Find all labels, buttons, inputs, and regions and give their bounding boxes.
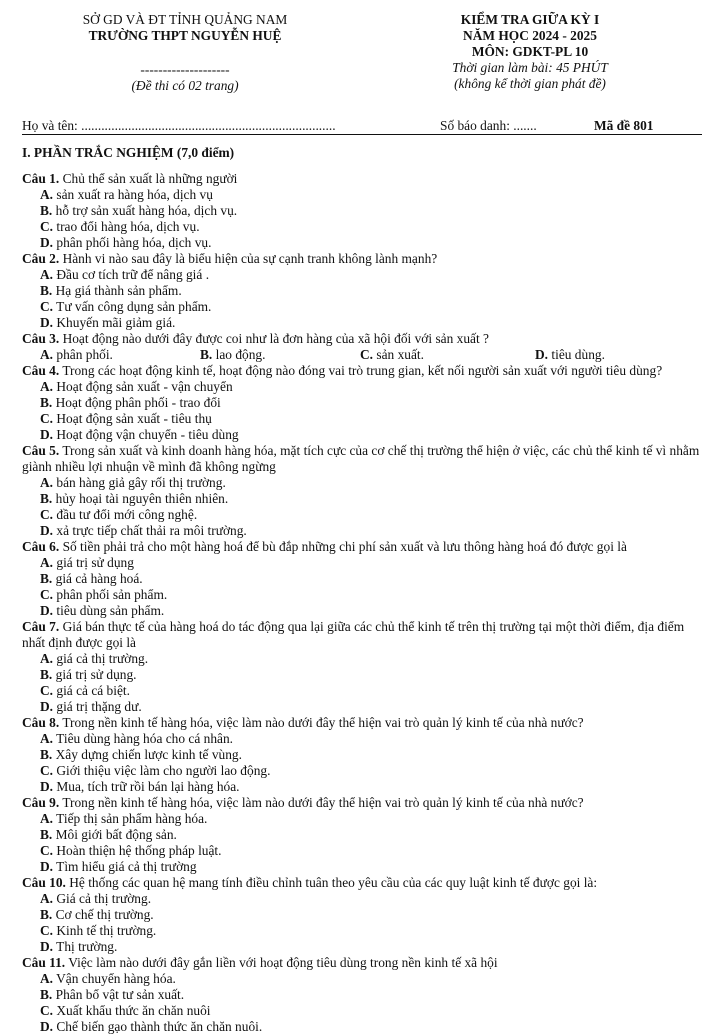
option-c — [22, 507, 707, 523]
option-text: Tiếp thị sản phẩm hàng hóa. — [53, 811, 208, 826]
option-key: C. — [360, 347, 374, 362]
option-key: D. — [40, 699, 54, 714]
option-text: xả trực tiếp chất thải ra môi trường. — [53, 523, 247, 538]
option-group — [22, 267, 707, 331]
header-dashes: -------------------- — [140, 62, 230, 77]
option-key: A. — [40, 475, 54, 490]
option-text: Phân bổ vật tư sản xuất. — [52, 987, 185, 1002]
option-group — [22, 347, 707, 363]
option-key: C. — [40, 507, 54, 522]
option-c — [342, 347, 517, 363]
option-b — [22, 395, 372, 411]
option-text: Tư vấn công dụng sản phẩm. — [53, 299, 212, 314]
option-c — [22, 587, 372, 603]
question-11 — [22, 955, 707, 1035]
option-b — [22, 747, 707, 763]
option-text: Mua, tích trữ rồi bán lại hàng hóa. — [53, 779, 240, 794]
option-c — [22, 411, 372, 427]
option-a — [22, 187, 372, 203]
option-text: Hoạt động phân phối - trao đổi — [52, 395, 221, 410]
option-a — [22, 891, 372, 907]
question-text: Trong các hoạt động kinh tế, hoạt động nào đóng vai trò trung gian, kết nối người sản xuất với người tiêu dùng? — [59, 363, 663, 378]
option-text: đầu tư đổi mới công nghệ. — [53, 507, 198, 522]
option-group — [22, 187, 707, 251]
option-text: Xây dựng chiến lược kinh tế vùng. — [52, 747, 242, 762]
question-1 — [22, 171, 707, 251]
option-key: C. — [40, 219, 54, 234]
question-stem — [22, 715, 707, 731]
option-key: A. — [40, 267, 54, 282]
option-key: B. — [40, 395, 53, 410]
option-d — [22, 939, 372, 955]
option-d — [22, 859, 372, 875]
option-a — [22, 379, 372, 395]
candidate-number-field: Số báo danh: ....... — [440, 118, 537, 133]
option-c — [22, 1003, 707, 1019]
option-text: hủy hoại tài nguyên thiên nhiên. — [52, 491, 229, 506]
option-a — [22, 651, 372, 667]
option-d — [517, 347, 667, 363]
option-group — [22, 475, 707, 539]
question-stem — [22, 171, 707, 187]
option-d — [22, 315, 372, 331]
option-a — [22, 475, 707, 491]
option-key: C. — [40, 587, 54, 602]
option-text: sản xuất. — [373, 347, 424, 362]
option-b — [182, 347, 342, 363]
option-group — [22, 971, 707, 1035]
question-label: Câu 11. — [22, 955, 66, 970]
school-year: NĂM HỌC 2024 - 2025 — [463, 28, 597, 43]
option-key: A. — [40, 971, 54, 986]
option-key: D. — [40, 859, 54, 874]
option-b — [22, 907, 372, 923]
option-text: Đầu cơ tích trữ để nâng giá . — [53, 267, 210, 282]
option-text: phân phối sản phẩm. — [53, 587, 168, 602]
option-d — [22, 427, 372, 443]
exam-header — [370, 12, 690, 92]
question-stem — [22, 363, 707, 379]
option-key: C. — [40, 411, 54, 426]
question-text: Trong nền kinh tế hàng hóa, việc làm nào dưới đây thể hiện vai trò quản lý kinh tế của nhà nước? — [59, 715, 584, 730]
option-key: B. — [40, 491, 53, 506]
option-key: B. — [40, 571, 53, 586]
option-d — [22, 699, 372, 715]
exam-code: Mã đề 801 — [594, 118, 654, 133]
option-key: A. — [40, 379, 54, 394]
question-text: Trong sản xuất và kinh doanh hàng hóa, mặt tích cực của cơ chế thị trường thể hiện ở việc, các chủ thể kinh tế vì nhằm giành nhiều lợi nhuận về mình đã không ngừng — [22, 443, 700, 474]
question-stem — [22, 443, 707, 475]
option-text: trao đổi hàng hóa, dịch vụ. — [53, 219, 200, 234]
option-d — [22, 779, 707, 795]
option-group — [22, 891, 707, 955]
option-key: B. — [40, 203, 53, 218]
option-key: D. — [40, 315, 54, 330]
option-group — [22, 811, 707, 875]
option-key: B. — [40, 283, 53, 298]
question-label: Câu 7. — [22, 619, 60, 634]
exam-title: KIỂM TRA GIỮA KỲ I — [460, 12, 600, 27]
question-text: Hoạt động nào dưới đây được coi như là đơn hàng của xã hội đối với sản xuất ? — [59, 331, 489, 346]
option-text: lao động. — [212, 347, 266, 362]
section-title: I. PHẦN TRẮC NGHIỆM (7,0 điểm) — [22, 145, 235, 160]
option-text: Thị trường. — [53, 939, 118, 954]
option-text: Hoạt động vận chuyển - tiêu dùng — [53, 427, 239, 442]
option-key: C. — [40, 1003, 54, 1018]
option-key: C. — [40, 843, 54, 858]
option-text: Giá cả thị trường. — [53, 891, 152, 906]
question-6 — [22, 539, 707, 619]
student-id-line — [22, 118, 702, 134]
option-a — [22, 555, 372, 571]
option-text: giá cả cá biệt. — [53, 683, 130, 698]
option-b — [22, 571, 372, 587]
option-text: giá trị sử dụng. — [52, 667, 137, 682]
question-label: Câu 2. — [22, 251, 60, 266]
option-text: Kinh tế thị trường. — [53, 923, 157, 938]
question-9 — [22, 795, 707, 875]
question-label: Câu 8. — [22, 715, 60, 730]
option-text: Giới thiệu việc làm cho người lao động. — [53, 763, 271, 778]
question-4 — [22, 363, 707, 443]
option-a — [22, 971, 707, 987]
option-text: phân phối. — [53, 347, 113, 362]
question-label: Câu 6. — [22, 539, 60, 554]
question-8 — [22, 715, 707, 795]
option-text: giá cả hàng hoá. — [52, 571, 143, 586]
option-key: C. — [40, 923, 54, 938]
option-c — [22, 299, 372, 315]
question-stem — [22, 955, 707, 971]
option-text: tiêu dùng sản phẩm. — [53, 603, 165, 618]
option-key: D. — [40, 939, 54, 954]
option-key: B. — [200, 347, 213, 362]
exam-body — [22, 145, 707, 1035]
option-text: Chế biến gạo thành thức ăn chăn nuôi. — [53, 1019, 263, 1034]
option-a — [22, 347, 182, 363]
option-key: A. — [40, 891, 54, 906]
option-b — [22, 987, 707, 1003]
option-key: A. — [40, 347, 54, 362]
option-c — [22, 923, 372, 939]
option-key: D. — [40, 779, 54, 794]
question-text: Giá bán thực tế của hàng hoá do tác động qua lại giữa các chủ thể kinh tế trên thị trường tại một thời điểm, địa điểm nhất định được gọi là — [22, 619, 685, 650]
option-key: D. — [40, 603, 54, 618]
option-key: D. — [40, 523, 54, 538]
question-stem — [22, 331, 707, 347]
option-text: bán hàng giả gây rối thị trường. — [53, 475, 226, 490]
option-a — [22, 731, 707, 747]
option-key: B. — [40, 907, 53, 922]
option-text: Khuyến mãi giảm giá. — [53, 315, 176, 330]
header-divider — [22, 134, 702, 135]
question-3 — [22, 331, 707, 363]
option-text: Vận chuyển hàng hóa. — [53, 971, 176, 986]
option-key: A. — [40, 555, 54, 570]
option-key: D. — [40, 1019, 54, 1034]
option-b — [22, 283, 372, 299]
option-a — [22, 267, 372, 283]
option-c — [22, 683, 372, 699]
question-text: Việc làm nào dưới đây gắn liền với hoạt động tiêu dùng trong nền kinh tế xã hội — [65, 955, 498, 970]
question-stem — [22, 795, 707, 811]
option-key: B. — [40, 667, 53, 682]
student-name-field: Họ và tên: ............................................................................ — [22, 118, 336, 133]
question-7 — [22, 619, 707, 715]
option-key: A. — [40, 731, 54, 746]
option-b — [22, 667, 372, 683]
option-group — [22, 651, 707, 715]
question-2 — [22, 251, 707, 331]
question-label: Câu 4. — [22, 363, 60, 378]
option-text: giá trị thặng dư. — [53, 699, 142, 714]
question-text: Trong nền kinh tế hàng hóa, việc làm nào dưới đây thể hiện vai trò quản lý kinh tế của nhà nước? — [59, 795, 584, 810]
option-text: Hoàn thiện hệ thống pháp luật. — [53, 843, 222, 858]
option-b — [22, 491, 707, 507]
question-label: Câu 5. — [22, 443, 60, 458]
time-note: (không kể thời gian phát đề) — [454, 76, 606, 91]
option-d — [22, 603, 372, 619]
option-text: giá cả thị trường. — [53, 651, 149, 666]
subject-name: MÔN: GDKT-PL 10 — [471, 44, 589, 59]
option-key: C. — [40, 763, 54, 778]
question-text: Hệ thống các quan hệ mang tính điều chỉnh tuân theo yêu cầu của các quy luật kinh tế được gọi là: — [65, 875, 598, 890]
school-header — [40, 12, 330, 94]
question-stem — [22, 875, 707, 891]
option-key: B. — [40, 987, 53, 1002]
option-key: A. — [40, 651, 54, 666]
option-key: B. — [40, 747, 53, 762]
option-group — [22, 731, 707, 795]
option-b — [22, 203, 372, 219]
option-text: Cơ chế thị trường. — [52, 907, 154, 922]
option-key: A. — [40, 811, 54, 826]
question-stem — [22, 539, 707, 555]
question-5 — [22, 443, 707, 539]
option-c — [22, 219, 372, 235]
question-label: Câu 10. — [22, 875, 66, 890]
option-text: Hạ giá thành sản phẩm. — [52, 283, 182, 298]
option-text: Hoạt động sản xuất - vận chuyển — [53, 379, 233, 394]
department-name: SỞ GD VÀ ĐT TỈNH QUẢNG NAM — [82, 12, 288, 27]
option-group — [22, 555, 707, 619]
page-count-note: (Đề thi có 02 trang) — [131, 78, 239, 93]
question-stem — [22, 251, 707, 267]
option-text: Tiêu dùng hàng hóa cho cá nhân. — [53, 731, 234, 746]
option-key: A. — [40, 187, 54, 202]
option-text: Xuất khẩu thức ăn chăn nuôi — [53, 1003, 211, 1018]
option-text: Tìm hiểu giá cả thị trường — [53, 859, 197, 874]
question-label: Câu 3. — [22, 331, 60, 346]
option-c — [22, 763, 707, 779]
option-text: Hoạt động sản xuất - tiêu thụ — [53, 411, 212, 426]
option-text: phân phối hàng hóa, dịch vụ. — [53, 235, 212, 250]
option-text: giá trị sử dụng — [53, 555, 134, 570]
option-text: tiêu dùng. — [548, 347, 605, 362]
option-text: Môi giới bất động sản. — [52, 827, 177, 842]
option-group — [22, 379, 707, 443]
option-a — [22, 811, 372, 827]
option-key: C. — [40, 299, 54, 314]
option-d — [22, 1019, 707, 1035]
option-c — [22, 843, 372, 859]
question-label: Câu 9. — [22, 795, 60, 810]
option-key: D. — [40, 427, 54, 442]
option-key: D. — [40, 235, 54, 250]
question-stem — [22, 619, 707, 651]
question-label: Câu 1. — [22, 171, 60, 186]
option-d — [22, 523, 707, 539]
school-name: TRƯỜNG THPT NGUYỄN HUỆ — [88, 28, 282, 43]
question-text: Số tiền phải trả cho một hàng hoá để bù đắp những chi phí sản xuất và lưu thông hàng hoá đó được gọi là — [59, 539, 627, 554]
option-key: B. — [40, 827, 53, 842]
question-10 — [22, 875, 707, 955]
time-limit: Thời gian làm bài: 45 PHÚT — [452, 60, 608, 75]
option-d — [22, 235, 372, 251]
question-list — [22, 171, 707, 1035]
option-text: sản xuất ra hàng hóa, dịch vụ — [53, 187, 213, 202]
option-text: hỗ trợ sản xuất hàng hóa, dịch vụ. — [52, 203, 238, 218]
option-key: C. — [40, 683, 54, 698]
option-key: D. — [535, 347, 549, 362]
question-text: Chủ thể sản xuất là những người — [59, 171, 238, 186]
question-text: Hành vi nào sau đây là biểu hiện của sự cạnh tranh không lành mạnh? — [59, 251, 438, 266]
option-b — [22, 827, 372, 843]
